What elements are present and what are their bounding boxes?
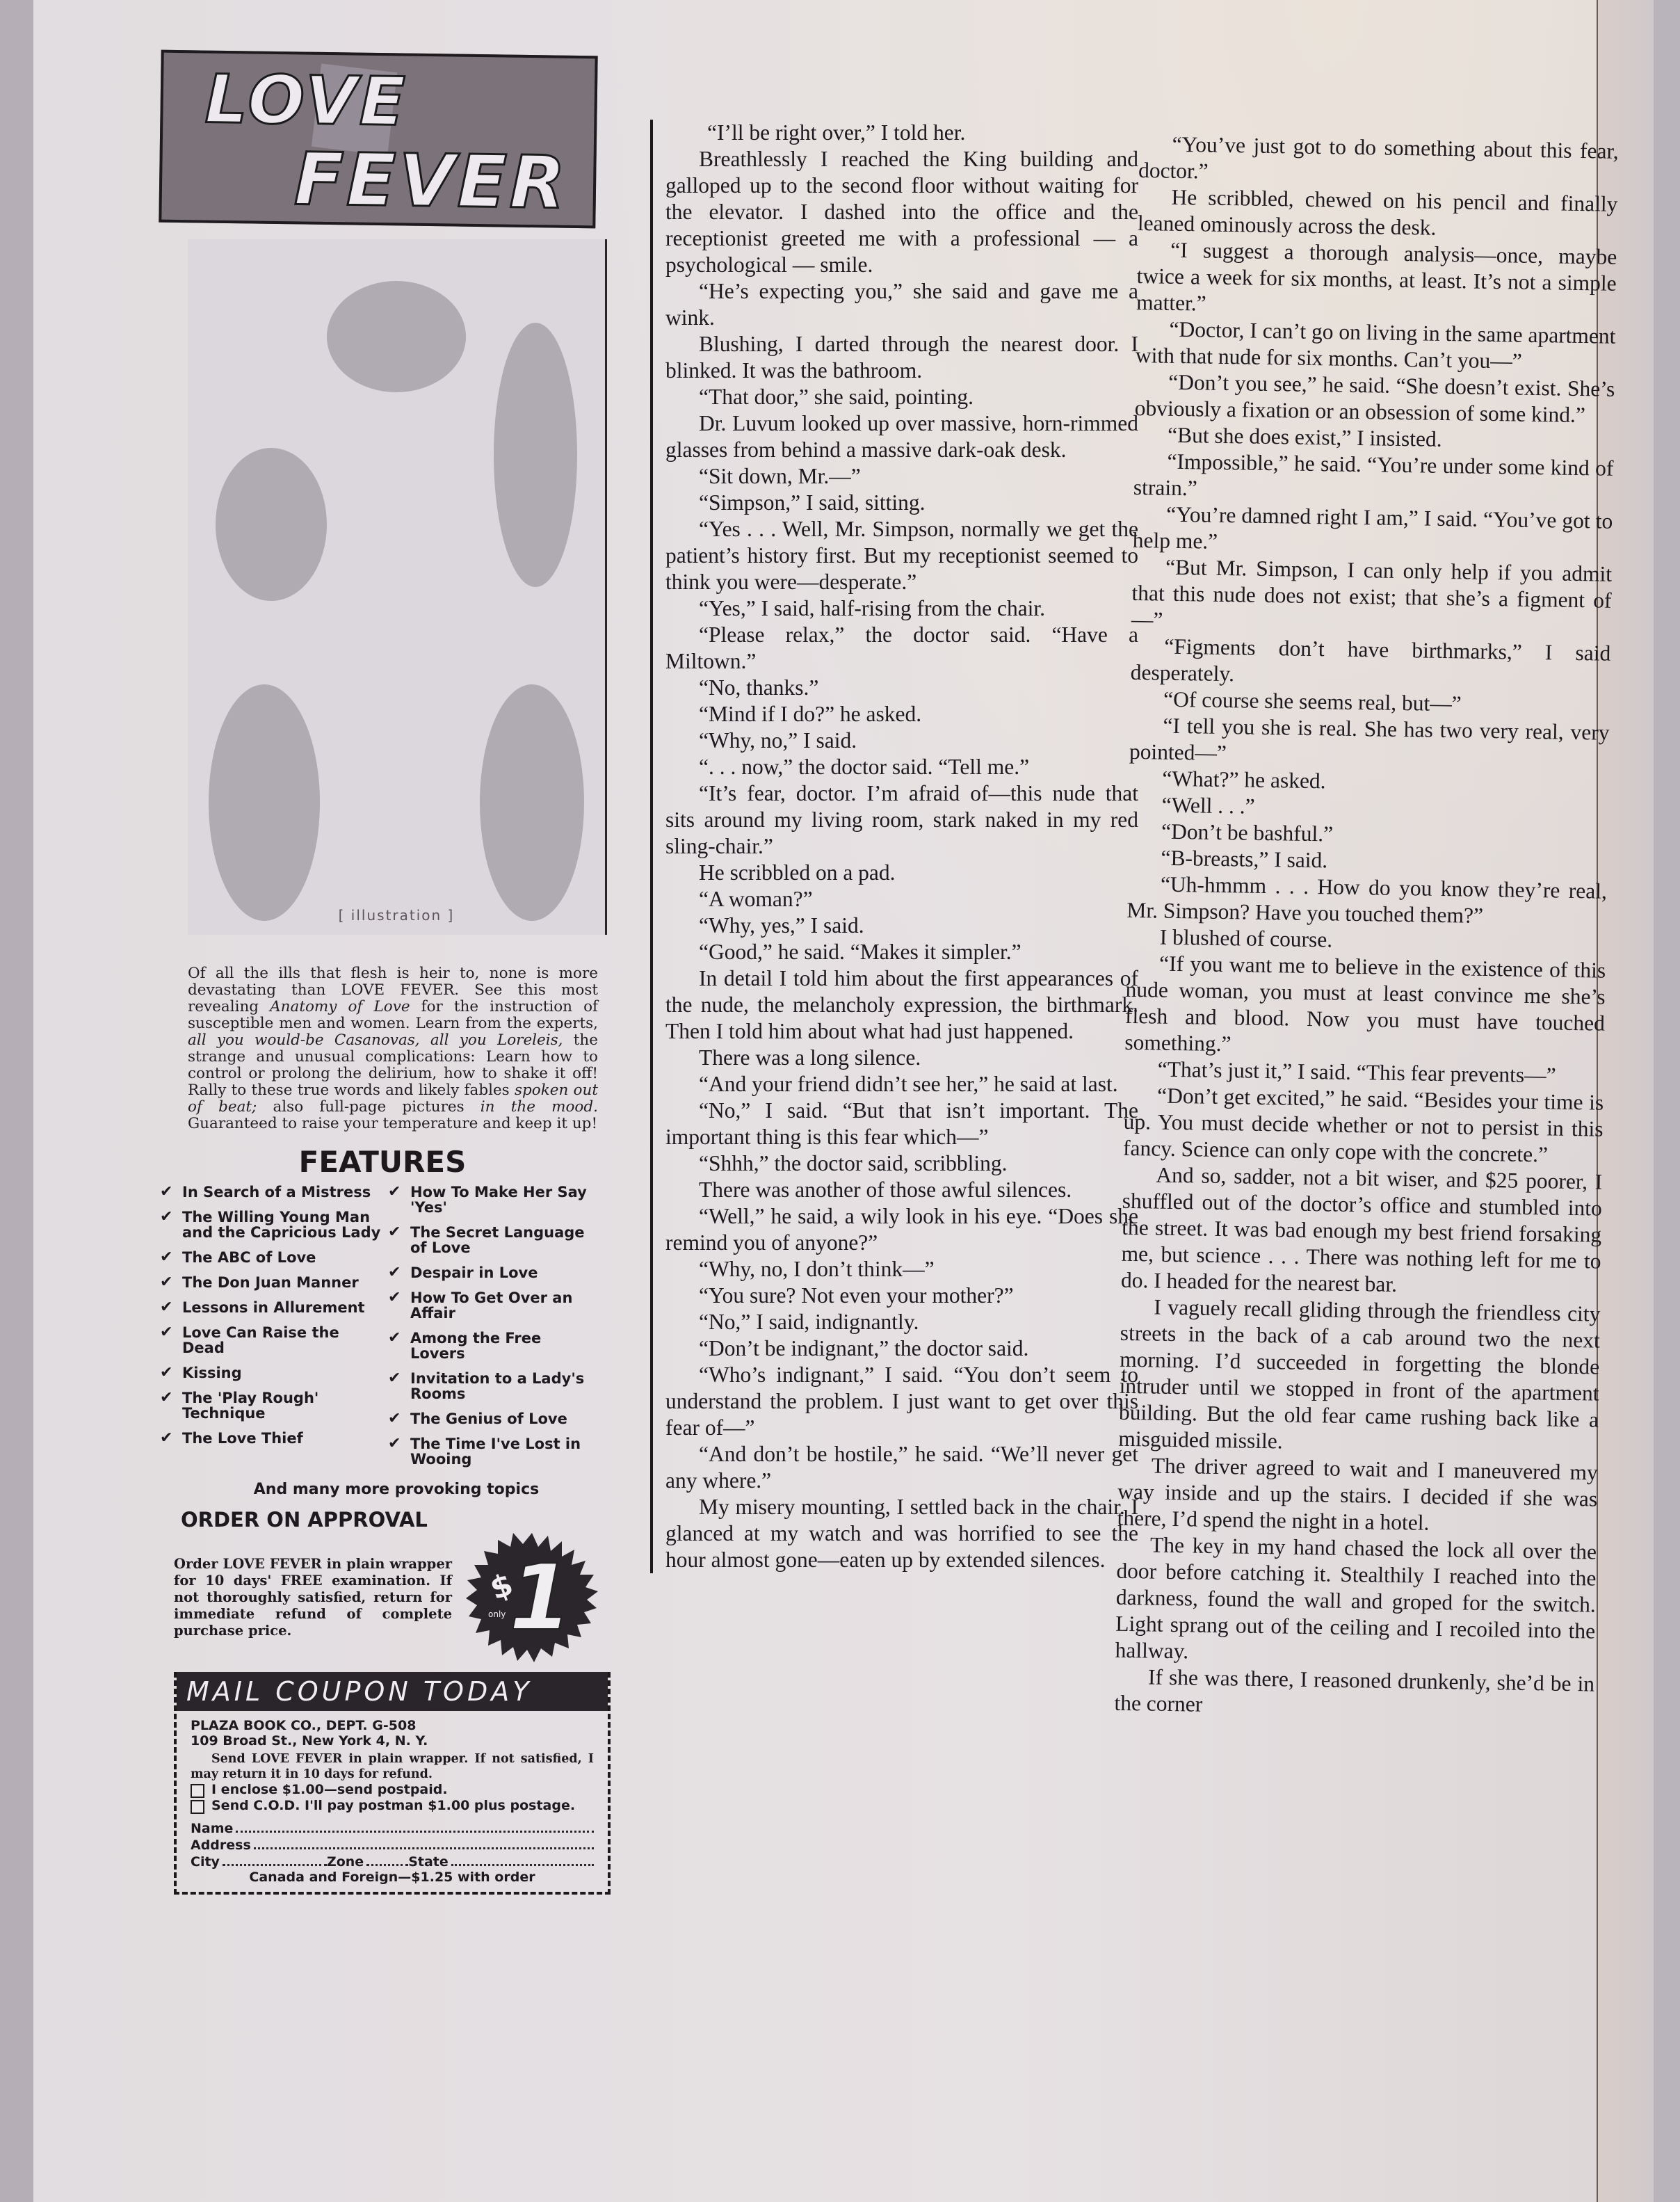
story-paragraph: “Simpson,” I said, sitting. bbox=[699, 490, 926, 515]
illustration-shape bbox=[494, 323, 577, 587]
feature-label: Kissing bbox=[182, 1365, 242, 1381]
checkmark-icon: ✔ bbox=[160, 1299, 173, 1316]
feature-item bbox=[388, 1184, 597, 1215]
story-paragraph: “He’s expecting you,” she said and gave me a wink. bbox=[665, 279, 1138, 330]
feature-label: Among the Free Lovers bbox=[410, 1330, 542, 1362]
story-paragraph: “Sit down, Mr.—” bbox=[699, 464, 861, 488]
checkmark-icon: ✔ bbox=[388, 1435, 401, 1452]
feature-item bbox=[160, 1365, 382, 1381]
coupon-header: MAIL COUPON TODAY bbox=[177, 1672, 608, 1711]
story-paragraph: “Why, yes,” I said. bbox=[699, 913, 864, 938]
ad-illustration bbox=[188, 239, 607, 935]
checkmark-icon: ✔ bbox=[160, 1208, 173, 1225]
blurb-text: for the instruction of susceptible men and women. Learn from the experts, bbox=[188, 998, 598, 1032]
feature-item bbox=[388, 1225, 597, 1255]
foreign-price-note: Canada and Foreign—$1.25 with order bbox=[249, 1870, 535, 1885]
story-paragraph: “Don’t you see,” he said. “She doesn’t exist. She’s obviously a fixation or an obsession of some kind.” bbox=[1134, 369, 1615, 428]
love-fever-logo bbox=[159, 50, 597, 229]
story-paragraph: If she was there, I reasoned drunkenly, she’d be in the corner bbox=[1114, 1664, 1595, 1717]
features-column-right bbox=[388, 1184, 597, 1477]
feature-item bbox=[388, 1371, 597, 1401]
story-paragraph: “I’ll be right over,” I told her. bbox=[707, 120, 966, 145]
feature-label: How To Get Over an Affair bbox=[410, 1289, 573, 1321]
feature-label: Love Can Raise the Dead bbox=[182, 1324, 339, 1356]
feature-item bbox=[388, 1411, 597, 1427]
address-label: Address bbox=[191, 1838, 251, 1853]
feature-item bbox=[388, 1436, 597, 1467]
checkmark-icon: ✔ bbox=[160, 1429, 173, 1447]
story-paragraph: “What?” he asked. bbox=[1162, 766, 1326, 794]
story-paragraph: “Of course she seems real, but—” bbox=[1163, 686, 1462, 716]
story-paragraph: “Shhh,” the doctor said, scribbling. bbox=[699, 1151, 1008, 1175]
story-paragraph: “Uh-hmmm . . . How do you know they’re real, Mr. Simpson? Have you touched them?” bbox=[1126, 871, 1608, 928]
feature-item bbox=[388, 1290, 597, 1321]
checkmark-icon: ✔ bbox=[160, 1324, 173, 1341]
coupon-body bbox=[177, 1711, 608, 1892]
feature-label: The Willing Young Man and the Capricious Lady bbox=[182, 1209, 381, 1241]
price-currency: $ bbox=[485, 1566, 518, 1607]
feature-label: How To Make Her Say 'Yes' bbox=[410, 1184, 587, 1216]
story-paragraph: “Don’t be bashful.” bbox=[1161, 819, 1334, 846]
illustration-shape bbox=[327, 281, 466, 392]
feature-label: Despair in Love bbox=[410, 1264, 538, 1281]
story-paragraph: “Figments don’t have birthmarks,” I said desperately. bbox=[1130, 634, 1611, 686]
option-cod[interactable] bbox=[191, 1798, 594, 1814]
address-input-line[interactable] bbox=[254, 1836, 594, 1849]
story-paragraph: I blushed of course. bbox=[1159, 924, 1333, 952]
story-paragraph: “Well . . .” bbox=[1161, 792, 1255, 819]
state-label: State bbox=[408, 1854, 449, 1870]
more-topics-note: And many more provoking topics bbox=[253, 1481, 540, 1498]
feature-item bbox=[160, 1300, 382, 1315]
story-paragraph: “Who’s indignant,” I said. “You don’t seem to understand the problem. I just want to get over this fear of—” bbox=[665, 1363, 1138, 1440]
feature-item bbox=[160, 1390, 382, 1421]
feature-item bbox=[160, 1325, 382, 1356]
coupon-address: 109 Broad St., New York 4, N. Y. bbox=[191, 1733, 428, 1749]
name-field[interactable] bbox=[191, 1819, 594, 1836]
name-input-line[interactable] bbox=[236, 1819, 594, 1833]
feature-label: The 'Play Rough' Technique bbox=[182, 1390, 319, 1422]
features-heading: FEATURES bbox=[298, 1145, 467, 1179]
story-paragraph: “B-breasts,” I said. bbox=[1161, 845, 1328, 873]
story-paragraph: “No,” I said, indignantly. bbox=[699, 1310, 919, 1334]
story-paragraph: “Why, no, I don’t think—” bbox=[699, 1257, 935, 1281]
feature-item bbox=[388, 1331, 597, 1361]
name-label: Name bbox=[191, 1821, 234, 1836]
story-paragraph: And so, sadder, not a bit wiser, and $25 poorer, I shuffled out of the doctor’s office and stumbled into the street. It was bad enough my best friend forsaking me, but science . . . There was nothing left for me to do. I headed for the nearest bar. bbox=[1120, 1162, 1603, 1297]
story-paragraph: Breathlessly I reached the King building and galloped up to the second floor without waiting for the elevator. I dashed into the office and the receptionist greeted me with a professional — a psychological — smile. bbox=[665, 147, 1138, 277]
coupon-terms: Send LOVE FEVER in plain wrapper. If not satisfied, I may return it in 10 days for refund. bbox=[191, 1752, 594, 1781]
logo-line-2: FEVER bbox=[293, 136, 569, 225]
feature-item bbox=[160, 1250, 382, 1265]
order-heading: ORDER ON APPROVAL bbox=[181, 1508, 428, 1532]
story-paragraph: “Please relax,” the doctor said. “Have a Miltown.” bbox=[665, 622, 1138, 673]
blurb-text: also full-page pictures bbox=[257, 1098, 480, 1116]
story-paragraph: “Impossible,” he said. “You’re under some kind of strain.” bbox=[1133, 449, 1614, 501]
illustration-shape bbox=[216, 448, 327, 601]
story-paragraph: “And don’t be hostile,” he said. “We’ll never get any where.” bbox=[665, 1442, 1138, 1493]
price-amount: 1 bbox=[509, 1545, 572, 1650]
option-prepaid-label: I enclose $1.00—send postpaid. bbox=[211, 1782, 448, 1797]
feature-item bbox=[160, 1210, 382, 1240]
address-field[interactable] bbox=[191, 1836, 594, 1853]
order-terms: Order LOVE FEVER in plain wrapper for 10 days' FREE examination. If not thoroughly satisfied, return for immediate refund of complete purchase price. bbox=[174, 1556, 452, 1639]
feature-item bbox=[160, 1275, 382, 1290]
blurb-italic: all you would-be Casanovas, all you Loreleis, bbox=[188, 1031, 563, 1049]
story-paragraph: “I suggest a thorough analysis—once, maybe twice a week for six months, at least. It’s not a simple matter.” bbox=[1136, 237, 1617, 316]
blurb-text: Of all the ills that flesh is heir to, none is more devastating than LOVE FEVER. See this most revealing bbox=[188, 965, 598, 1015]
story-paragraph: My misery mounting, I settled back in the chair. I glanced at my watch and was horrified to see the hour almost gone—eaten up by extended silences. bbox=[665, 1495, 1138, 1572]
feature-label: The ABC of Love bbox=[182, 1249, 316, 1266]
story-paragraph: “A woman?” bbox=[699, 887, 813, 911]
story-paragraph: “No, thanks.” bbox=[699, 675, 819, 700]
love-fever-advertisement bbox=[160, 53, 605, 1895]
checkmark-icon: ✔ bbox=[160, 1248, 173, 1266]
feature-label: Invitation to a Lady's Rooms bbox=[410, 1370, 585, 1402]
coupon-company: PLAZA BOOK CO., DEPT. G-508 bbox=[191, 1718, 417, 1733]
feature-item bbox=[160, 1184, 382, 1200]
story-paragraph: “That’s just it,” I said. “This fear prevents—” bbox=[1157, 1056, 1556, 1088]
story-paragraph: The key in my hand chased the lock all over the door before catching it. Stealthily I reached into the darkness, found the wall and groped for the switch. Light sprang out of the ceiling and I recoiled into the hallway. bbox=[1115, 1532, 1597, 1664]
story-paragraph: “Don’t get excited,” he said. “Besides your time is up. You must decide whether or not to persist in this fancy. Science can only cope with the concrete.” bbox=[1122, 1083, 1604, 1167]
features-list bbox=[160, 1184, 605, 1477]
option-cod-label: Send C.O.D. I'll pay postman $1.00 plus postage. bbox=[211, 1798, 576, 1813]
feature-label: The Genius of Love bbox=[410, 1411, 567, 1427]
story-paragraph: “Yes,” I said, half-rising from the chair. bbox=[699, 596, 1046, 620]
story-paragraph: “But she does exist,” I insisted. bbox=[1167, 422, 1442, 451]
checkmark-icon: ✔ bbox=[160, 1183, 173, 1200]
story-paragraph: “Why, no,” I said. bbox=[699, 728, 857, 753]
feature-item bbox=[160, 1431, 382, 1446]
story-paragraph: “You’re damned right I am,” I said. “You’ve got to help me.” bbox=[1132, 501, 1613, 554]
story-paragraph: “Doctor, I can’t go on living in the same apartment with that nude for six months. Can’t you—” bbox=[1135, 316, 1616, 373]
story-paragraph: There was another of those awful silences. bbox=[699, 1178, 1072, 1202]
price-only-label: only bbox=[488, 1609, 506, 1619]
zone-input-line[interactable] bbox=[366, 1853, 408, 1866]
illustration-placeholder-label: [ illustration ] bbox=[338, 907, 455, 924]
story-paragraph: There was a long silence. bbox=[699, 1045, 921, 1070]
story-paragraph: “Yes . . . Well, Mr. Simpson, normally we get the patient’s history first. But my receptionist seemed to think you were—desperate.” bbox=[665, 517, 1138, 594]
checkbox-cod[interactable] bbox=[191, 1800, 204, 1814]
blurb-text: the strange and unusual complications: Learn how to control or prolong the delirium, how to shake it off! Rally to these true words and likely fables bbox=[188, 1031, 598, 1099]
price-starburst bbox=[466, 1532, 598, 1664]
mail-coupon[interactable] bbox=[174, 1672, 611, 1895]
story-paragraph: “And your friend didn’t see her,” he said at last. bbox=[699, 1072, 1118, 1096]
story-paragraph: Dr. Luvum looked up over massive, horn-rimmed glasses from behind a massive dark-oak desk. bbox=[665, 411, 1138, 462]
story-paragraph: “Mind if I do?” he asked. bbox=[699, 702, 922, 726]
story-paragraph: “Well,” he said, a wily look in his eye. “Does she remind you of anyone?” bbox=[665, 1204, 1138, 1255]
checkmark-icon: ✔ bbox=[160, 1389, 173, 1406]
checkmark-icon: ✔ bbox=[160, 1273, 173, 1291]
checkmark-icon: ✔ bbox=[388, 1289, 401, 1306]
story-paragraph: “No,” I said. “But that isn’t important. The important thing is this fear which—” bbox=[665, 1098, 1138, 1149]
blurb-italic: in the mood. bbox=[480, 1098, 598, 1116]
story-paragraph: “You sure? Not even your mother?” bbox=[699, 1283, 1014, 1308]
story-paragraph: The driver agreed to wait and I maneuvered my way inside and up the stairs. I decided if she was there, I’d spend the night in a hotel. bbox=[1117, 1453, 1599, 1535]
checkmark-icon: ✔ bbox=[388, 1264, 401, 1281]
illustration-shape bbox=[480, 684, 584, 921]
checkmark-icon: ✔ bbox=[388, 1369, 401, 1387]
city-label: City bbox=[191, 1854, 220, 1870]
city-field[interactable] bbox=[191, 1853, 594, 1870]
story-paragraph: “If you want me to believe in the existence of this nude woman, you must at least convince me she’s flesh and blood. Now you must have touched something.” bbox=[1124, 951, 1606, 1056]
blurb-italic: Anatomy of Love bbox=[270, 998, 410, 1015]
story-paragraph: “You’ve just got to do something about this fear, doctor.” bbox=[1138, 131, 1619, 184]
feature-label: The Time I've Lost in Wooing bbox=[410, 1436, 581, 1468]
feature-label: In Search of a Mistress bbox=[182, 1184, 371, 1200]
story-paragraph: “Don’t be indignant,” the doctor said. bbox=[699, 1336, 1029, 1360]
story-column-middle bbox=[650, 120, 1138, 1573]
checkmark-icon: ✔ bbox=[388, 1410, 401, 1427]
checkbox-prepaid[interactable] bbox=[191, 1784, 204, 1798]
story-paragraph: “But Mr. Simpson, I can only help if you admit that this nude does not exist; that she’s a figment of—” bbox=[1131, 554, 1613, 632]
story-paragraph: “That door,” she said, pointing. bbox=[699, 385, 974, 409]
option-prepaid[interactable] bbox=[191, 1782, 594, 1798]
blurb-italic: spoken out of beat; bbox=[188, 1082, 598, 1116]
checkmark-icon: ✔ bbox=[388, 1329, 401, 1347]
story-paragraph: He scribbled on a pad. bbox=[699, 860, 896, 885]
story-paragraph: “I tell you she is real. She has two very real, very pointed—” bbox=[1129, 713, 1610, 766]
feature-label: The Love Thief bbox=[182, 1430, 303, 1447]
story-paragraph: “Good,” he said. “Makes it simpler.” bbox=[699, 940, 1021, 964]
checkmark-icon: ✔ bbox=[388, 1183, 401, 1200]
illustration-shape bbox=[209, 684, 320, 921]
feature-label: The Secret Language of Love bbox=[410, 1224, 585, 1256]
checkmark-icon: ✔ bbox=[160, 1364, 173, 1381]
story-paragraph: In detail I told him about the first appearances of the nude, the melancholy expression, the birthmark. Then I told him about what had just happened. bbox=[665, 966, 1138, 1043]
story-paragraph: “. . . now,” the doctor said. “Tell me.” bbox=[699, 755, 1030, 779]
feature-label: Lessons in Allurement bbox=[182, 1299, 365, 1316]
blurb-text: Guaranteed to raise your temperature and keep it up! bbox=[188, 1115, 598, 1132]
order-section bbox=[160, 1532, 605, 1664]
binding-edge bbox=[0, 0, 33, 2202]
story-column-right bbox=[1114, 131, 1619, 1724]
story-paragraph: He scribbled, chewed on his pencil and finally leaned ominously across the desk. bbox=[1137, 184, 1618, 240]
logo-line-1: LOVE bbox=[204, 60, 409, 141]
feature-label: The Don Juan Manner bbox=[182, 1274, 359, 1291]
checkmark-icon: ✔ bbox=[388, 1223, 401, 1241]
story-paragraph: “It’s fear, doctor. I’m afraid of—this nude that sits around my living room, stark naked in my red sling-chair.” bbox=[665, 781, 1138, 858]
zone-label: Zone bbox=[326, 1854, 364, 1870]
story-paragraph: I vaguely recall gliding through the friendless city streets in the back of a cab around two the next morning. I’d succeeded in forgetting the blonde intruder until we stopped in front of the apartment building. But the old fear came rushing back like a misguided missile. bbox=[1118, 1294, 1601, 1454]
feature-item bbox=[388, 1265, 597, 1280]
state-input-line[interactable] bbox=[451, 1853, 594, 1866]
city-input-line[interactable] bbox=[223, 1853, 327, 1866]
ad-blurb bbox=[188, 965, 598, 1132]
story-paragraph: Blushing, I darted through the nearest door. I blinked. It was the bathroom. bbox=[665, 332, 1138, 383]
features-column-left bbox=[160, 1184, 382, 1477]
